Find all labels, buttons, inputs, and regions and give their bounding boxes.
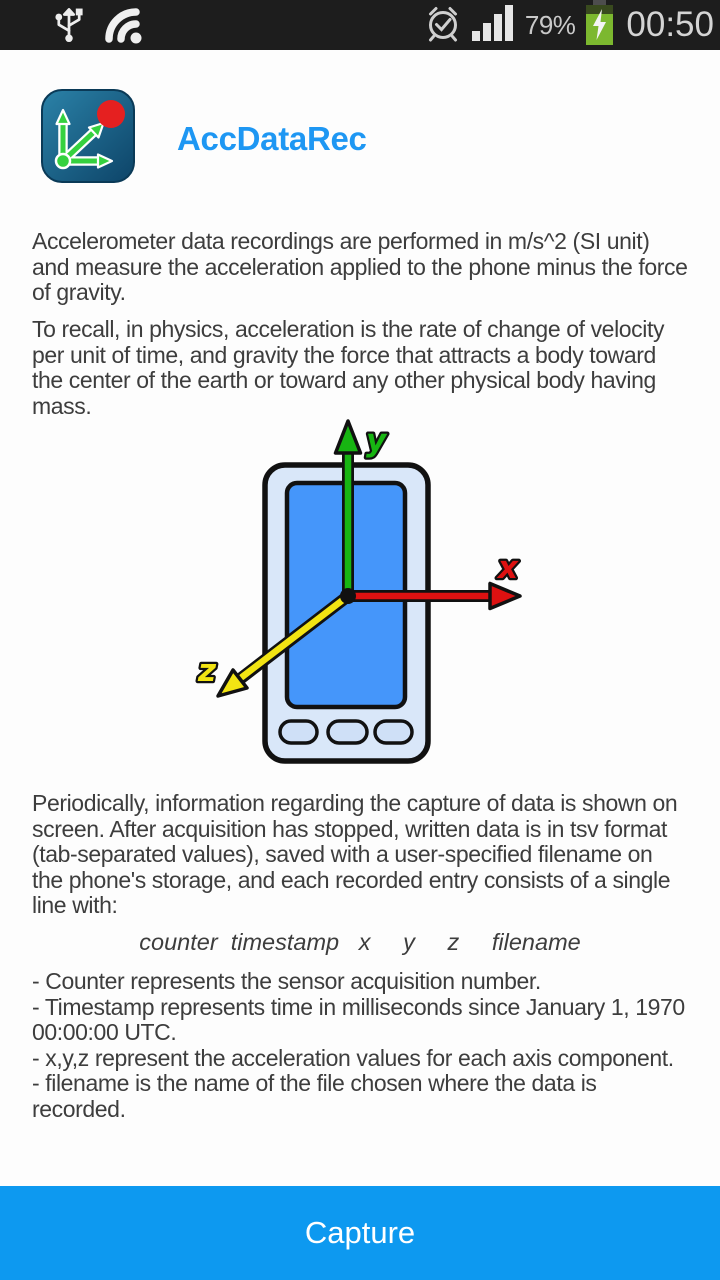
alarm-icon [423, 3, 463, 48]
wifi-signal-icon [102, 1, 148, 50]
status-bar[interactable] [0, 0, 720, 50]
app-icon [40, 88, 136, 189]
clock-time: 00:50 [626, 5, 714, 44]
bullet-timestamp: - Timestamp represents time in milliseconds since January 1, 1970 00:00:00 UTC. [32, 993, 685, 1045]
bullet-filename: - filename is the name of the file chosen where the data is recorded. [32, 1070, 597, 1122]
paragraph-physics: To recall, in physics, acceleration is the rate of change of velocity per unit of time, and gravity the force that attracts a body toward the center of the earth or toward any other physical body having mass. [32, 316, 665, 419]
bullet-xyz: - x,y,z represent the acceleration values for each axis component. [32, 1044, 674, 1071]
capture-button[interactable]: Capture [0, 1186, 720, 1280]
status-bar-left [52, 1, 148, 50]
record-format-line: counter timestamp x y z filename [139, 929, 581, 955]
bullet-counter: - Counter represents the sensor acquisition number. [32, 968, 541, 994]
axis-label-z: z [198, 653, 217, 689]
paragraph-output-format: Periodically, information regarding the capture of data is shown on screen. After acquisition has stopped, written data is in tsv format (tab-separated values), saved with a user-specified filename on the phone's storage, and each recorded entry consists of a single line with: [32, 790, 678, 918]
usb-icon [52, 1, 86, 50]
battery-percent: 79% [524, 9, 576, 40]
paragraph-intro: Accelerometer data recordings are performed in m/s^2 (SI unit) and measure the acceleration applied to the phone minus the force of gravity. [32, 228, 688, 305]
signal-strength-icon [472, 4, 516, 46]
axis-label-x: x [498, 550, 518, 586]
status-bar-right [423, 0, 714, 50]
app-header [40, 88, 367, 189]
field-descriptions [32, 969, 688, 1122]
app-title: AccDataRec [177, 119, 367, 157]
axis-label-y: y [366, 423, 387, 459]
battery-charging-icon [584, 0, 615, 50]
phone-axes-diagram [180, 413, 540, 775]
